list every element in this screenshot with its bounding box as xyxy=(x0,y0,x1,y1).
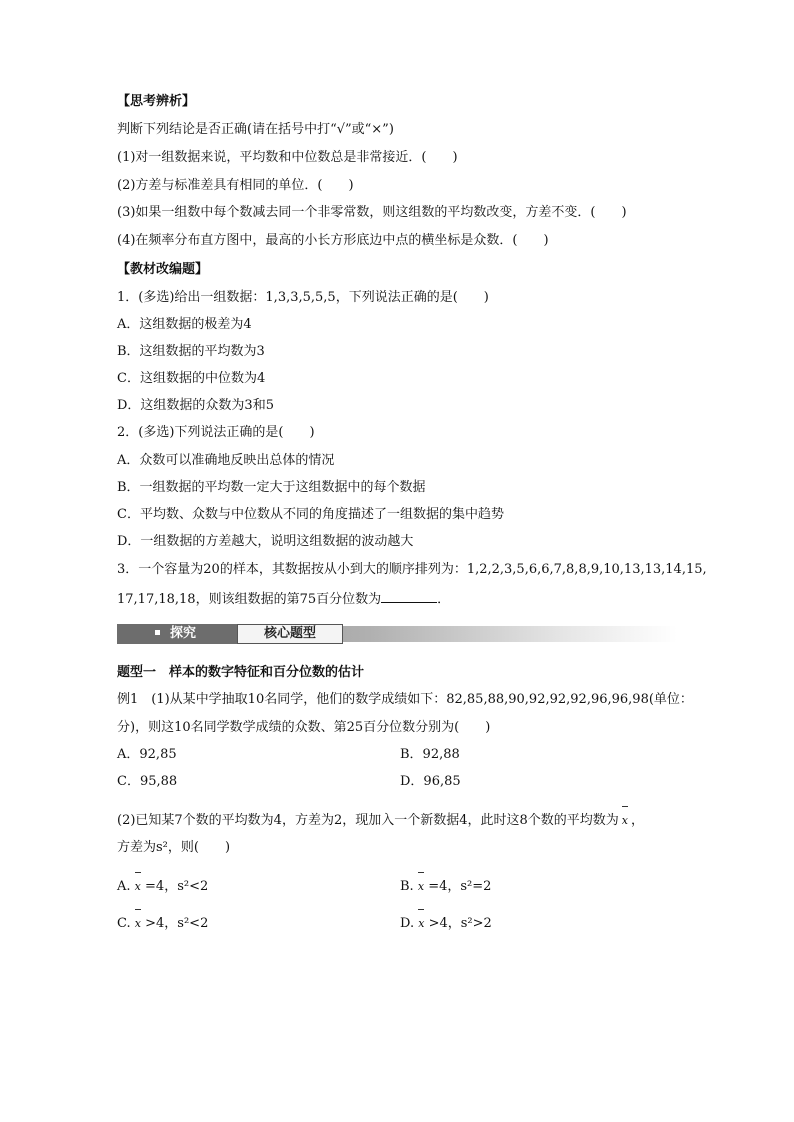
think-item-3: (3)如果一组数中每个数减去同一个非零常数，则这组数的平均数改变，方差不变．( ) xyxy=(117,205,627,220)
answer-blank xyxy=(381,590,437,603)
ex2-option-b xyxy=(400,879,491,895)
banner-core-types: 核心题型 xyxy=(237,624,343,644)
ex1-option-c: C．95,88 xyxy=(117,774,178,789)
q3-line-1: 3．一个容量为20的样本，其数据按从小到大的顺序排列为：1,2,2,3,5,6,6,7,8,8,9,10,13,13,14,15, xyxy=(117,562,707,577)
think-item-2: (2)方差与标准差具有相同的单位．( ) xyxy=(117,178,354,193)
section-banner xyxy=(117,624,677,644)
q2-option-b: B．一组数据的平均数一定大于这组数据中的每个数据 xyxy=(117,480,426,495)
think-item-1: (1)对一组数据来说，平均数和中位数总是非常接近．( ) xyxy=(117,150,458,165)
q3-line-2-text: 17,17,18,18，则该组数据的第75百分位数为 xyxy=(117,592,382,607)
option-letter: B. xyxy=(400,879,414,894)
q2-option-a: A．众数可以准确地反映出总体的情况 xyxy=(117,453,335,468)
think-item-4: (4)在频率分布直方图中，最高的小长方形底边中点的横坐标是众数．( ) xyxy=(117,233,549,248)
option-text: >4，s²>2 xyxy=(428,916,492,931)
q3-line-2 xyxy=(117,590,450,608)
option-letter: D. xyxy=(400,916,415,931)
q1-stem: 1．(多选)给出一组数据：1,3,3,5,5,5，下列说法正确的是( ) xyxy=(117,290,489,305)
q2-stem: 2．(多选)下列说法正确的是( ) xyxy=(117,425,315,440)
ex2-option-c xyxy=(117,916,208,932)
ex2-option-d xyxy=(400,916,492,932)
q1-option-c: C．这组数据的中位数为4 xyxy=(117,371,266,386)
q2-option-c: C．平均数、众数与中位数从不同的角度描述了一组数据的集中趋势 xyxy=(117,507,504,522)
q2-option-d: D．一组数据的方差越大，说明这组数据的波动越大 xyxy=(117,534,414,549)
ex1-option-b: B．92,88 xyxy=(400,747,460,762)
option-text: =4，s²=2 xyxy=(428,879,492,894)
square-bullet-icon xyxy=(155,630,160,635)
ex1-option-d: D．96,85 xyxy=(400,774,461,789)
textbook-heading: 【教材改编题】 xyxy=(117,262,209,277)
q1-option-d: D．这组数据的众数为3和5 xyxy=(117,398,274,413)
option-text: >4，s²<2 xyxy=(145,916,209,931)
q1-option-a: A．这组数据的极差为4 xyxy=(117,317,252,332)
x-bar-symbol: x xyxy=(621,814,628,827)
banner-explore xyxy=(117,624,237,644)
ex2-line-1-end: ， xyxy=(631,813,645,828)
option-letter: C. xyxy=(117,916,131,931)
type1-title: 题型一 样本的数字特征和百分位数的估计 xyxy=(117,665,365,680)
option-text: =4，s²<2 xyxy=(145,879,209,894)
ex2-option-a xyxy=(117,879,208,895)
x-bar-symbol: x xyxy=(418,917,425,930)
ex1-line-2: 分)，则这10名同学数学成绩的众数、第25百分位数分别为( ) xyxy=(117,720,491,735)
banner-explore-label: 探究 xyxy=(170,626,197,641)
q3-line-2-end: ． xyxy=(437,592,451,607)
ex2-line-1-text: (2)已知某7个数的平均数为4，方差为2，现加入一个新数据4，此时这8个数的平均数为 xyxy=(117,813,619,828)
q1-option-b: B．这组数据的平均数为3 xyxy=(117,344,265,359)
x-bar-symbol: x xyxy=(134,880,141,893)
think-heading: 【思考辨析】 xyxy=(117,94,196,109)
ex1-line-1: 例1 (1)从某中学抽取10名同学，他们的数学成绩如下：82,85,88,90,92,92,92,96,96,98(单位： xyxy=(117,692,693,707)
ex1-option-a: A．92,85 xyxy=(117,747,177,762)
x-bar-symbol: x xyxy=(417,880,425,893)
think-intro: 判断下列结论是否正确(请在括号中打“√”或“×”) xyxy=(117,122,394,137)
ex2-line-2: 方差为s²，则( ) xyxy=(117,840,231,855)
option-letter: A. xyxy=(117,879,131,894)
ex2-line-1 xyxy=(117,813,644,829)
x-bar-symbol: x xyxy=(134,917,141,930)
